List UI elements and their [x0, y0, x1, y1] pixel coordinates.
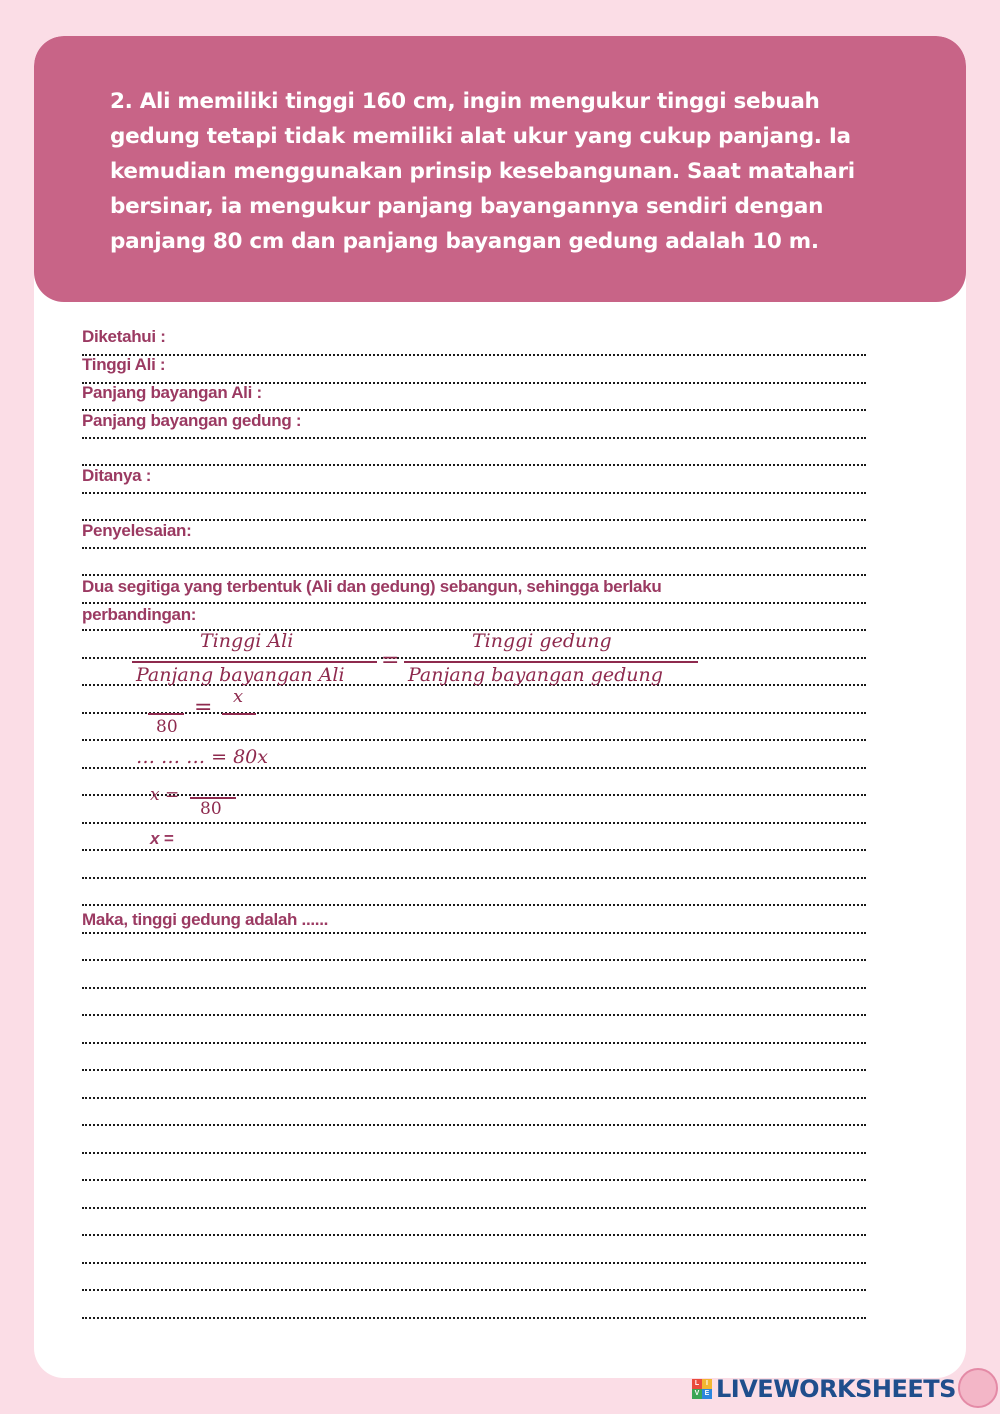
answer-line [82, 1179, 866, 1181]
answer-line [82, 794, 866, 796]
step3-den: 80 [200, 799, 222, 819]
label-panjang-bayangan-gedung: Panjang bayangan gedung : [82, 411, 302, 430]
answer-line [82, 959, 866, 961]
liveworksheets-wordmark: LIVEWORKSHEETS [716, 1375, 956, 1403]
label-sebangun-line1: Dua segitiga yang terbentuk (Ali dan gedung) sebangun, sehingga berlaku [82, 577, 662, 596]
liveworksheets-brand [692, 1374, 956, 1404]
question-header [34, 36, 966, 302]
formula-num-right: Tinggi gedung [472, 630, 612, 652]
answer-line [82, 1124, 866, 1126]
label-ditanya: Ditanya : [82, 466, 152, 485]
label-sebangun-line2: perbandingan: [82, 605, 197, 624]
answer-line [82, 904, 866, 906]
answer-line [82, 987, 866, 989]
step1-den-left: 80 [156, 717, 178, 737]
answer-line [82, 492, 866, 494]
answer-line [82, 602, 866, 604]
formula-equals: = [381, 648, 400, 673]
formula-den-left: Panjang bayangan Ali [136, 664, 345, 686]
step1-equals: = [194, 695, 213, 720]
answer-line [82, 547, 866, 549]
label-tinggi-ali: Tinggi Ali : [82, 355, 166, 374]
label-diketahui: Diketahui : [82, 327, 166, 346]
worksheet-card [34, 36, 966, 1378]
label-panjang-bayangan-ali: Panjang bayangan Ali : [82, 383, 262, 402]
answer-line [82, 1014, 866, 1016]
liveworksheets-logo-icon: L I V E [692, 1379, 712, 1399]
answer-line [82, 354, 866, 356]
answer-line [82, 1069, 866, 1071]
answer-line [82, 1317, 866, 1319]
step1-fraction-bar-left [148, 713, 184, 715]
answer-line [82, 1152, 866, 1154]
answer-line [82, 932, 866, 934]
answer-line [82, 822, 866, 824]
answer-line [82, 849, 866, 851]
answer-line [82, 574, 866, 576]
step4-answer: x = [150, 829, 174, 848]
label-maka: Maka, tinggi gedung adalah ...... [82, 910, 329, 929]
answer-line [82, 1042, 866, 1044]
answer-line [82, 657, 866, 659]
answer-line [82, 464, 866, 466]
answer-line [82, 739, 866, 741]
formula-num-left: Tinggi Ali [200, 630, 294, 652]
answer-line [82, 1289, 866, 1291]
answer-line [82, 1262, 866, 1264]
question-text: 2. Ali memiliki tinggi 160 cm, ingin mengukur tinggi sebuah gedung tetapi tidak memiliki alat ukur yang cukup panjang. Ia kemudian menggunakan prinsip kesebangunan. Saat matahari bersinar, ia mengukur panjang bayangannya sendiri dengan panjang 80 cm dan panjang bayangan gedung adalah 10 m. [110, 89, 855, 254]
answer-line [82, 1097, 866, 1099]
answer-line [82, 877, 866, 879]
step1-fraction-bar-right [222, 713, 256, 715]
answer-line [82, 1207, 866, 1209]
answer-line [82, 437, 866, 439]
step3-lhs: x = [150, 785, 180, 805]
answer-line [82, 519, 866, 521]
formula-den-right: Panjang bayangan gedung [408, 664, 663, 686]
formula-fraction-bar-right [404, 661, 698, 663]
answer-line [82, 1234, 866, 1236]
step1-num-right: x [233, 686, 244, 707]
formula-fraction-bar-left [132, 661, 377, 663]
step2-equation: … … … = 80x [136, 746, 268, 768]
floating-action-button[interactable] [958, 1368, 998, 1408]
label-penyelesaian: Penyelesaian: [82, 521, 192, 540]
